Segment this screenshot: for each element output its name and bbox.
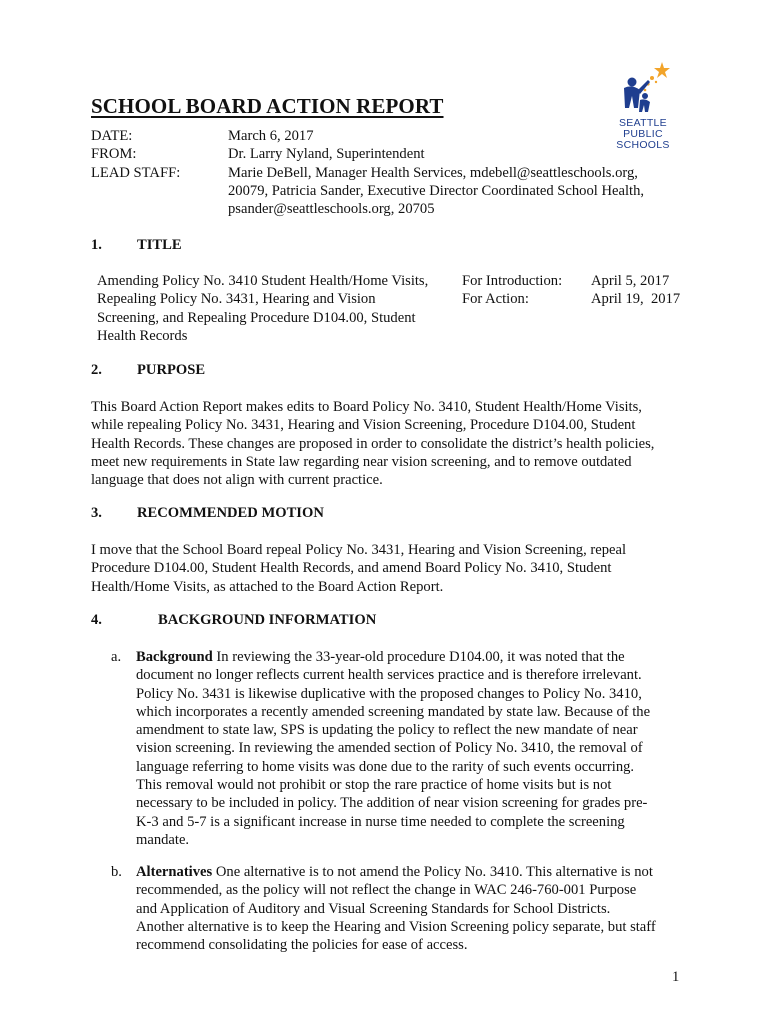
item-body (136, 863, 681, 954)
action-row (462, 290, 702, 308)
from-value: Dr. Larry Nyland, Superintendent (228, 146, 425, 163)
item-letter: a. (111, 649, 122, 665)
purpose-paragraph (91, 398, 681, 489)
page-number: 1 (672, 969, 680, 985)
purpose-line: language that does not align with current practice. (91, 472, 383, 489)
item-line: K-3 and 5-7 is a significant increase in nurse time needed to complete the screening (136, 813, 625, 830)
item-line: language referring to home visits was done due to the rarity of such events occurring. (136, 758, 635, 775)
introduction-date: April 5, 2017 (591, 273, 670, 289)
date-value: March 6, 2017 (228, 128, 314, 144)
from-row (91, 145, 691, 163)
section-2-heading: PURPOSE (137, 362, 206, 378)
purpose-line: Health Records. These changes are proposed in order to consolidate the district’s health policies, (91, 435, 655, 452)
background-item-a (111, 648, 681, 849)
section-3-heading: RECOMMENDED MOTION (137, 505, 324, 521)
action-dates (462, 272, 702, 309)
introduction-label: For Introduction: (462, 273, 563, 289)
section-3-number: 3. (91, 505, 102, 521)
from-label: FROM: (91, 146, 137, 163)
title-line: Screening, and Repealing Procedure D104.00, Student (97, 309, 416, 326)
item-line: and Application of Auditory and Visual Screening Standards for School Districts. (136, 900, 611, 917)
item-line: recommend consolidating the policies for ease of access. (136, 937, 468, 954)
motion-line: Health/Home Visits, as attached to the Board Action Report. (91, 578, 444, 595)
item-line: Another alternative is to keep the Hearing and Vision Screening policy separate, but staff (136, 918, 656, 935)
lead-staff-line: psander@seattleschools.org, 20705 (228, 201, 435, 218)
item-line: document no longer reflects current health services practice and is therefore irrelevant. (136, 667, 642, 684)
section-1-heading: TITLE (137, 237, 182, 253)
lead-staff-value (228, 164, 691, 219)
title-text (97, 272, 447, 345)
motion-line: Procedure D104.00, Student Health Records, and amend Board Policy No. 3410, Student (91, 560, 612, 577)
item-line: necessary to be included in policy. The addition of near vision screening for grades pre- (136, 795, 648, 812)
purpose-line: meet new requirements in State law regarding near vision screening, and to remove outdated (91, 453, 632, 470)
lead-staff-label: LEAD STAFF: (91, 164, 181, 181)
item-body (136, 648, 681, 849)
action-label: For Action: (462, 291, 529, 308)
item-line: mandate. (136, 831, 190, 848)
item-line: One alternative is to not amend the Policy No. 3410. This alternative is not (212, 864, 653, 880)
logo-text-line-3: SCHOOLS (616, 139, 670, 151)
background-item-b (111, 863, 681, 954)
date-row (91, 127, 691, 145)
introduction-row (462, 272, 702, 290)
item-line: Policy No. 3431 is likewise duplicative with the proposed changes to Policy No. 3410, (136, 685, 642, 702)
report-title: SCHOOL BOARD ACTION REPORT (91, 94, 444, 118)
item-line: recommended, as the policy will not reflect the change in WAC 246-760-001 Purpose (136, 882, 637, 899)
item-line: which incorporates a recently amended screening mandated by state law. Because of the (136, 703, 651, 720)
item-line: vision screening. In reviewing the amended section of Policy No. 3410, the removal of (136, 740, 643, 757)
logo-text-line-1: SEATTLE (618, 117, 668, 129)
action-date: April 19, 2017 (591, 291, 681, 308)
purpose-line: This Board Action Report makes edits to Board Policy No. 3410, Student Health/Home Visits, (91, 399, 642, 415)
section-2-number: 2. (91, 362, 102, 378)
item-line: This removal would not prohibit or stop the rare practice of home visits but is not (136, 777, 612, 794)
date-label: DATE: (91, 128, 133, 144)
title-line: Repealing Policy No. 3431, Hearing and Vision (97, 291, 376, 308)
motion-paragraph (91, 541, 681, 596)
section-1-number: 1. (91, 237, 102, 253)
item-line: In reviewing the 33-year-old procedure D104.00, it was noted that the (212, 649, 625, 665)
item-letter: b. (111, 864, 122, 880)
title-line: Health Records (97, 327, 188, 344)
report-header (91, 127, 691, 218)
purpose-line: while repealing Policy No. 3431, Hearing and Vision Screening, Procedure D104.00, Student (91, 417, 636, 434)
item-heading: Background (136, 649, 213, 665)
section-4-number: 4. (91, 612, 102, 628)
logo-text-line-2: PUBLIC (623, 128, 663, 140)
lead-staff-line: 20079, Patricia Sander, Executive Director Coordinated School Health, (228, 182, 645, 199)
lead-staff-row (91, 164, 691, 219)
item-line: amendment to state law, SPS is updating the policy to reflect the new mandate of near (136, 722, 638, 739)
lead-staff-line: Marie DeBell, Manager Health Services, mdebell@seattleschools.org, (228, 164, 638, 181)
title-line: Amending Policy No. 3410 Student Health/Home Visits, (97, 273, 429, 289)
item-heading: Alternatives (136, 864, 213, 880)
section-4-heading: BACKGROUND INFORMATION (158, 612, 377, 628)
motion-line: I move that the School Board repeal Policy No. 3431, Hearing and Vision Screening, repeal (91, 542, 627, 558)
